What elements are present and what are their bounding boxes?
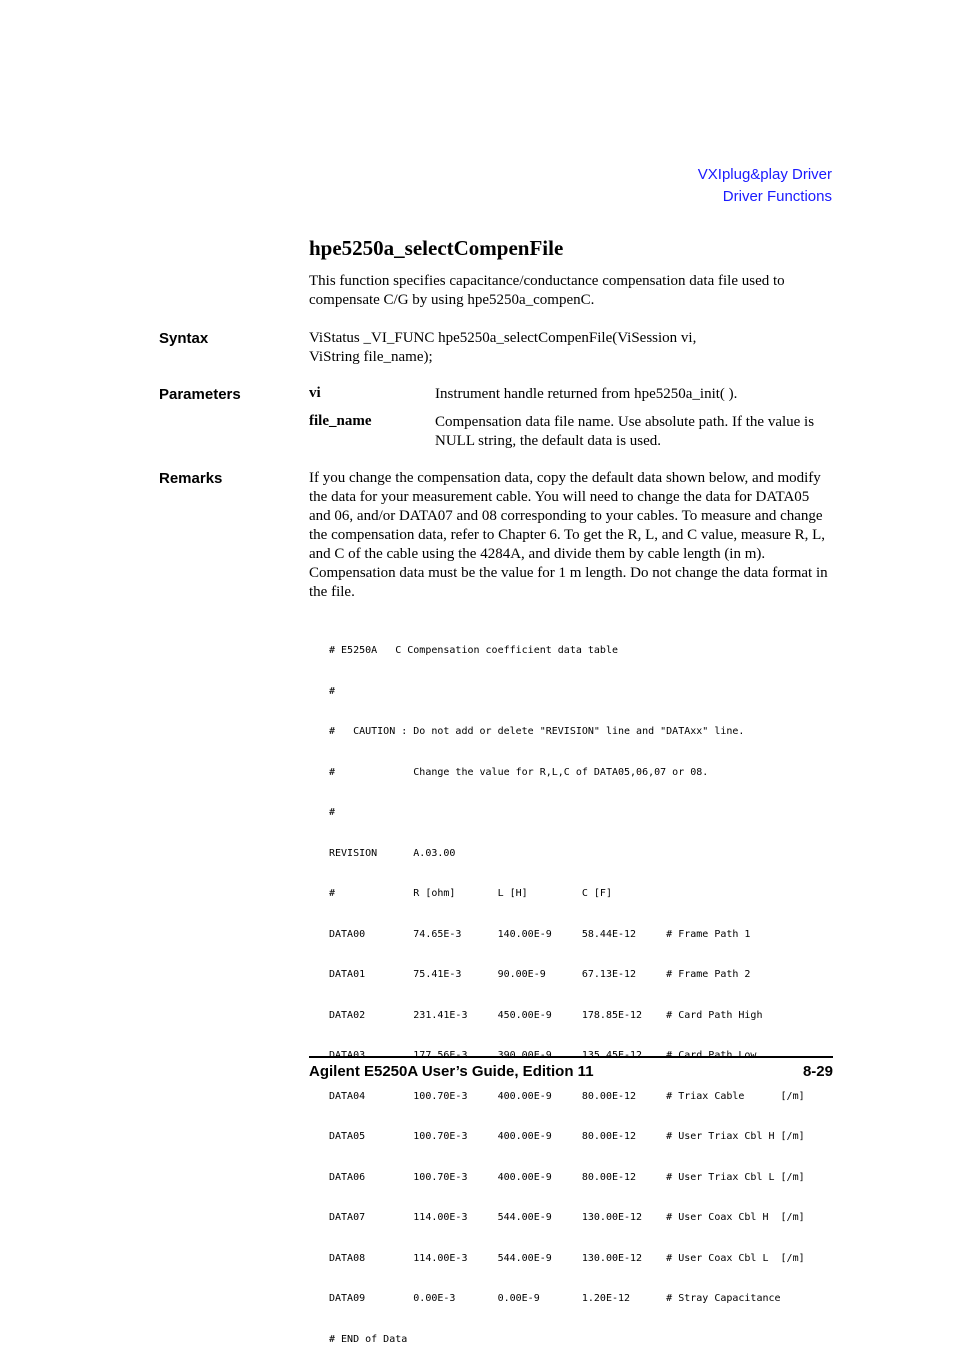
header-chapter-link[interactable]: VXIplug&play Driver: [697, 166, 832, 183]
code-line: DATA00 74.65E-3 140.00E-9 58.44E-12 # Frame Path 1: [329, 928, 751, 940]
code-line: DATA05 100.70E-3 400.00E-9 80.00E-12 # User Triax Cbl H [/m]: [329, 1131, 805, 1142]
header-section-link[interactable]: Driver Functions: [722, 188, 832, 205]
code-line: # Change the value for R,L,C of DATA05,06,07 or 08.: [329, 766, 709, 778]
footer-book-title: Agilent E5250A User’s Guide, Edition 11: [309, 1063, 594, 1080]
code-line: DATA06 100.70E-3 400.00E-9 80.00E-12 # User Triax Cbl L [/m]: [329, 1171, 805, 1183]
param-desc-file-name: Compensation data file name. Use absolute path. If the value is NULL string, the default data is used.: [435, 414, 815, 449]
footer-divider: [309, 1056, 833, 1058]
remarks-paragraph: If you change the compensation data, copy the default data shown below, and modify the data for your measurement cable. You will need to change the data for DATA05 and 06, and/or DATA07 and 08 corresponding to your cables. To measure and change the compensation data, refer to Chapter 6. To get the R, L, and C value, measure R, L, and C of the cable using the 4284A, and divide them by cable length (in m). Compensation data must be the value for 1 m length. Do not change the data format in the file.: [309, 470, 828, 600]
param-name-vi: vi: [309, 385, 321, 401]
parameters-label: Parameters: [159, 386, 241, 403]
remarks-label: Remarks: [159, 470, 223, 487]
syntax-line-2: ViString file_name);: [309, 349, 433, 365]
code-line: # E5250A C Compensation coefficient data table: [329, 645, 618, 656]
code-line: DATA09 0.00E-3 0.00E-9 1.20E-12 # Stray Capacitance: [329, 1293, 781, 1304]
running-header: [698, 164, 832, 208]
syntax-line-1: ViStatus _VI_FUNC hpe5250a_selectCompenFile(ViSession vi,: [309, 330, 697, 346]
footer-page-number: 8-29: [802, 1063, 833, 1080]
code-line: #: [329, 807, 336, 818]
compensation-data-listing: [329, 617, 805, 1360]
code-line: DATA02 231.41E-3 450.00E-9 178.85E-12 # Card Path High: [329, 1009, 763, 1021]
code-line: DATA04 100.70E-3 400.00E-9 80.00E-12 # Triax Cable [/m]: [329, 1090, 805, 1102]
code-line: DATA08 114.00E-3 544.00E-9 130.00E-12 # User Coax Cbl L [/m]: [329, 1252, 805, 1264]
code-line: DATA01 75.41E-3 90.00E-9 67.13E-12 # Frame Path 2: [329, 969, 751, 980]
code-line: DATA07 114.00E-3 544.00E-9 130.00E-12 # User Coax Cbl H [/m]: [329, 1212, 805, 1223]
code-line: # CAUTION : Do not add or delete "REVISION" line and "DATAxx" line.: [329, 726, 745, 737]
param-name-file-name: file_name: [309, 413, 372, 429]
code-line: REVISION A.03.00: [329, 847, 456, 859]
param-desc-vi: Instrument handle returned from hpe5250a_init( ).: [435, 386, 738, 402]
code-line: #: [329, 685, 336, 697]
syntax-label: Syntax: [159, 330, 209, 347]
code-line: # R [ohm] L [H] C [F]: [329, 888, 612, 899]
code-line: # END of Data: [329, 1333, 408, 1345]
intro-paragraph: This function specifies capacitance/conductance compensation data file used to compensate C/G by using hpe5250a_compenC.: [309, 273, 785, 308]
code-line: DATA03 177.56E-3 390.00E-9 135.45E-12 # Card Path Low: [329, 1050, 757, 1061]
syntax-block: [309, 329, 834, 367]
function-title: hpe5250a_selectCompenFile: [309, 236, 564, 260]
